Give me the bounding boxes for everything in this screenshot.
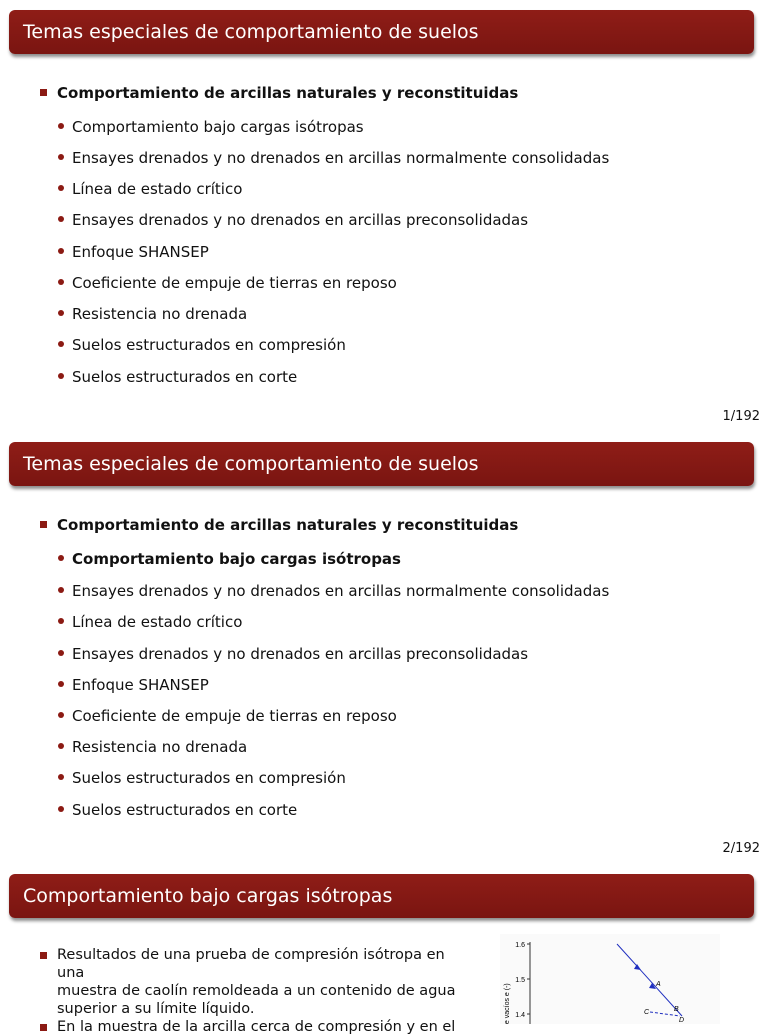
- compression-figure: [500, 934, 720, 1024]
- list-item-label: Suelos estructurados en compresión: [72, 769, 346, 787]
- y-tick-label: 1.5: [515, 977, 525, 984]
- paragraph-item: [40, 1018, 460, 1036]
- dot-bullet-icon: [58, 310, 64, 316]
- dot-bullet-icon: [58, 774, 64, 780]
- point-label: D: [679, 1017, 685, 1024]
- list-item-label: Resistencia no drenada: [72, 305, 248, 323]
- dot-bullet-icon: [58, 341, 64, 347]
- point-label: C: [644, 1009, 650, 1016]
- list-item: [58, 118, 364, 136]
- list-item: [58, 582, 609, 600]
- list-item-label: Enfoque SHANSEP: [72, 676, 209, 694]
- list-item: [58, 738, 247, 756]
- paragraph-line: superior a su límite líquido.: [57, 1001, 255, 1017]
- y-tick-label: 1.6: [515, 942, 525, 949]
- dot-bullet-icon: [58, 248, 64, 254]
- dot-bullet-icon: [58, 587, 64, 593]
- list-item-label: Comportamiento bajo cargas isótropas: [72, 118, 364, 136]
- list-item: [58, 274, 397, 292]
- dot-bullet-icon: [58, 216, 64, 222]
- list-item-label: Ensayes drenados y no drenados en arcillas preconsolidadas: [72, 645, 529, 663]
- section-label: Comportamiento de arcillas naturales y reconstituidas: [57, 84, 519, 102]
- list-item-label: Ensayes drenados y no drenados en arcillas normalmente consolidadas: [72, 149, 610, 167]
- dot-bullet-icon: [58, 555, 64, 561]
- square-bullet-icon: [40, 521, 47, 528]
- list-item: [58, 243, 209, 261]
- list-item: [58, 149, 609, 167]
- list-item-label: Ensayes drenados y no drenados en arcillas normalmente consolidadas: [72, 582, 610, 600]
- list-item: [58, 336, 346, 354]
- list-item-label: Línea de estado crítico: [72, 180, 243, 198]
- list-item-label: Coeficiente de empuje de tierras en reposo: [72, 274, 397, 292]
- slide-title: Temas especiales de comportamiento de suelos: [9, 10, 754, 54]
- list-item-label: Línea de estado crítico: [72, 613, 243, 631]
- paragraph-line: En la muestra de la arcilla cerca de compresión y en el: [57, 1019, 456, 1035]
- dot-bullet-icon: [58, 154, 64, 160]
- arrow-icon: [634, 964, 641, 970]
- list-item-label: Suelos estructurados en compresión: [72, 336, 346, 354]
- page-number: 1/192: [722, 409, 760, 424]
- list-item: [58, 707, 397, 725]
- dot-bullet-icon: [58, 373, 64, 379]
- square-bullet-icon: [40, 1024, 47, 1031]
- list-item: [58, 180, 242, 198]
- list-item: [58, 645, 528, 663]
- dot-bullet-icon: [58, 618, 64, 624]
- list-item-label: Comportamiento bajo cargas isótropas: [72, 550, 401, 568]
- dot-bullet-icon: [58, 681, 64, 687]
- paragraph-item: [40, 946, 460, 1018]
- dot-bullet-icon: [58, 185, 64, 191]
- paragraph-line: Resultados de una prueba de compresión isótropa en una: [57, 947, 445, 981]
- point-label: A: [656, 981, 661, 988]
- dot-bullet-icon: [58, 650, 64, 656]
- list-item: [58, 676, 209, 694]
- list-item: [58, 801, 297, 819]
- square-bullet-icon: [40, 952, 47, 959]
- dot-bullet-icon: [58, 123, 64, 129]
- list-item-label: Ensayes drenados y no drenados en arcillas preconsolidadas: [72, 211, 529, 229]
- dot-bullet-icon: [58, 743, 64, 749]
- square-bullet-icon: [40, 89, 47, 96]
- section-item: [40, 516, 518, 534]
- list-item: [58, 769, 346, 787]
- y-tick-label: 1.4: [515, 1012, 525, 1019]
- section-label: Comportamiento de arcillas naturales y reconstituidas: [57, 516, 519, 534]
- list-item-label: Enfoque SHANSEP: [72, 243, 209, 261]
- compression-plot: [500, 934, 720, 1024]
- list-item: [58, 613, 242, 631]
- section-item: [40, 84, 518, 102]
- dot-bullet-icon: [58, 279, 64, 285]
- list-item-label: Suelos estructurados en corte: [72, 368, 298, 386]
- slide-title: Comportamiento bajo cargas isótropas: [9, 874, 754, 918]
- list-item-active: [58, 550, 401, 568]
- page-number: 2/192: [722, 841, 760, 856]
- paragraph-line: muestra de caolín remoldeada a un contenido de agua: [57, 983, 456, 999]
- slide-title: Temas especiales de comportamiento de suelos: [9, 442, 754, 486]
- y-axis-label: de vacíos e (-): [504, 983, 511, 1024]
- list-item-label: Coeficiente de empuje de tierras en reposo: [72, 707, 397, 725]
- list-item: [58, 305, 247, 323]
- dot-bullet-icon: [58, 712, 64, 718]
- list-item-label: Resistencia no drenada: [72, 738, 248, 756]
- list-item: [58, 368, 297, 386]
- loading-curve: [617, 944, 682, 1016]
- point-label: B: [674, 1006, 679, 1013]
- dot-bullet-icon: [58, 806, 64, 812]
- list-item-label: Suelos estructurados en corte: [72, 801, 298, 819]
- list-item: [58, 211, 528, 229]
